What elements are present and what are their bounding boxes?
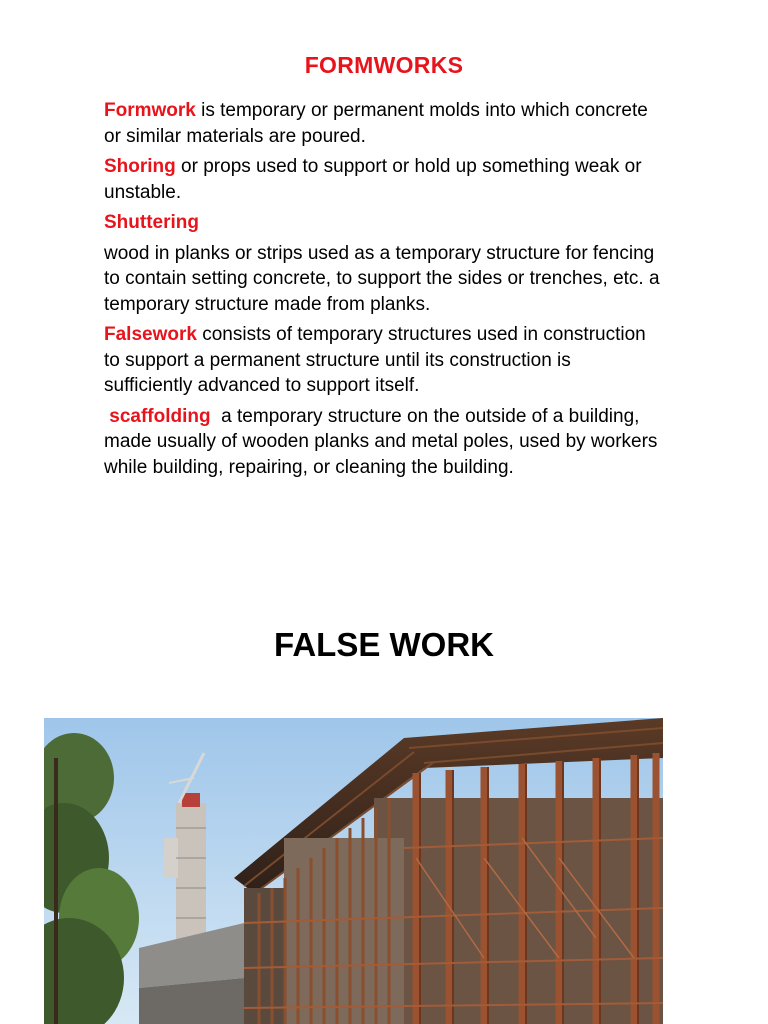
definitions-list <box>104 98 664 485</box>
term-shoring: Shoring <box>104 156 176 177</box>
definition-text-scaffolding: a temporary structure on the outside of a building, made usually of wooden planks and metal poles, used by workers while building, repairing, or cleaning the building. <box>104 405 663 478</box>
term-shuttering: Shuttering <box>104 212 199 233</box>
definition-falsework <box>104 322 664 399</box>
falsework-photo <box>44 718 663 1024</box>
definition-text-shuttering: wood in planks or strips used as a temporary structure for fencing to contain setting concrete, to support the sides or trenches, etc. a temporary structure made from planks. <box>104 242 660 315</box>
definition-text-shoring: or props used to support or hold up something weak or unstable. <box>104 156 642 203</box>
term-formwork: Formwork <box>104 100 196 121</box>
term-falsework: Falsework <box>104 324 197 345</box>
definition-formwork <box>104 98 664 149</box>
section-title: FALSE WORK <box>274 626 494 663</box>
definition-scaffolding <box>104 404 664 481</box>
term-scaffolding: scaffolding <box>109 405 211 427</box>
page-title: FORMWORKS <box>304 52 464 78</box>
definition-text-falsework: consists of temporary structures used in construction to support a permanent structure until its construction is sufficiently advanced to support itself. <box>104 324 646 396</box>
definition-text-formwork: is temporary or permanent molds into which concrete or similar materials are poured. <box>104 100 648 147</box>
definition-shoring <box>104 154 664 205</box>
